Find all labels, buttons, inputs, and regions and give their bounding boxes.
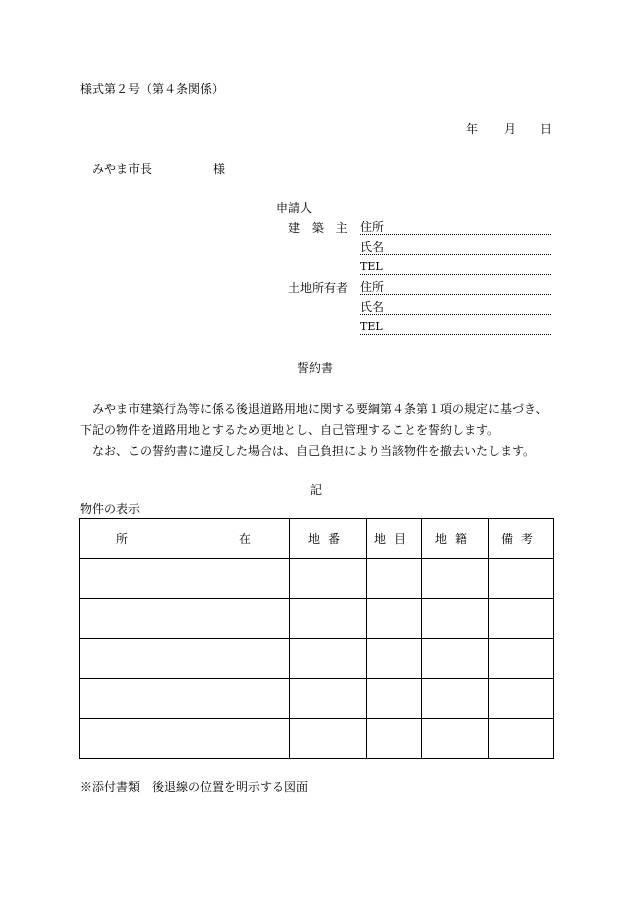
builder-name-label: 氏名 <box>360 240 385 254</box>
form-number: 様式第２号（第４条関係） <box>80 82 225 96</box>
header-lot-number: 地番 <box>290 519 367 559</box>
header-location-char-2: 在 <box>238 532 251 546</box>
body-line-1: みやま市建築行為等に係る後退道路用地に関する要綱第４条第１項の規定に基づき、 <box>92 402 548 416</box>
table-header-row <box>80 519 554 559</box>
applicant-heading: 申請人 <box>276 201 313 215</box>
landowner-address-field[interactable] <box>360 281 551 295</box>
builder-label: 建 築 主 <box>288 221 352 235</box>
header-remarks: 備考 <box>489 519 554 559</box>
landowner-name-label: 氏名 <box>360 300 385 314</box>
landowner-tel-field[interactable] <box>360 321 551 335</box>
pledge-body <box>80 399 552 462</box>
header-land-area: 地籍 <box>422 519 489 559</box>
table-row <box>80 559 554 599</box>
landowner-address-label: 住所 <box>360 280 385 294</box>
landowner-label: 土地所有者 <box>288 281 349 295</box>
builder-tel-label: TEL <box>360 260 383 273</box>
header-land-category: 地目 <box>367 519 422 559</box>
addressee-honorific: 様 <box>213 162 226 176</box>
date-day: 日 <box>540 122 553 136</box>
body-line-3: なお、この誓約書に違反した場合は、自己負担により当該物件を撤去いたします。 <box>92 444 536 458</box>
attachment-note: ※添付書類 後退線の位置を明示する図面 <box>80 780 309 794</box>
builder-address-label: 住所 <box>360 220 385 234</box>
property-table <box>79 518 554 759</box>
property-label: 物件の表示 <box>80 502 141 516</box>
table-row <box>80 639 554 679</box>
ki-label: 記 <box>310 483 323 497</box>
body-line-2: 下記の物件を道路用地とするため更地とし、自己管理することを誓約します。 <box>80 423 500 437</box>
builder-tel-field[interactable] <box>360 261 551 275</box>
addressee-name: みやま市長 <box>92 162 153 176</box>
builder-name-field[interactable] <box>360 241 551 255</box>
builder-address-field[interactable] <box>360 221 551 235</box>
table-row <box>80 719 554 759</box>
date-year: 年 <box>466 122 479 136</box>
table-row <box>80 679 554 719</box>
document-title: 誓約書 <box>297 361 334 375</box>
landowner-name-field[interactable] <box>360 301 551 315</box>
header-location-char-1: 所 <box>116 532 129 546</box>
table-row <box>80 599 554 639</box>
header-location <box>80 519 290 559</box>
landowner-tel-label: TEL <box>360 320 383 333</box>
date-month: 月 <box>504 122 517 136</box>
